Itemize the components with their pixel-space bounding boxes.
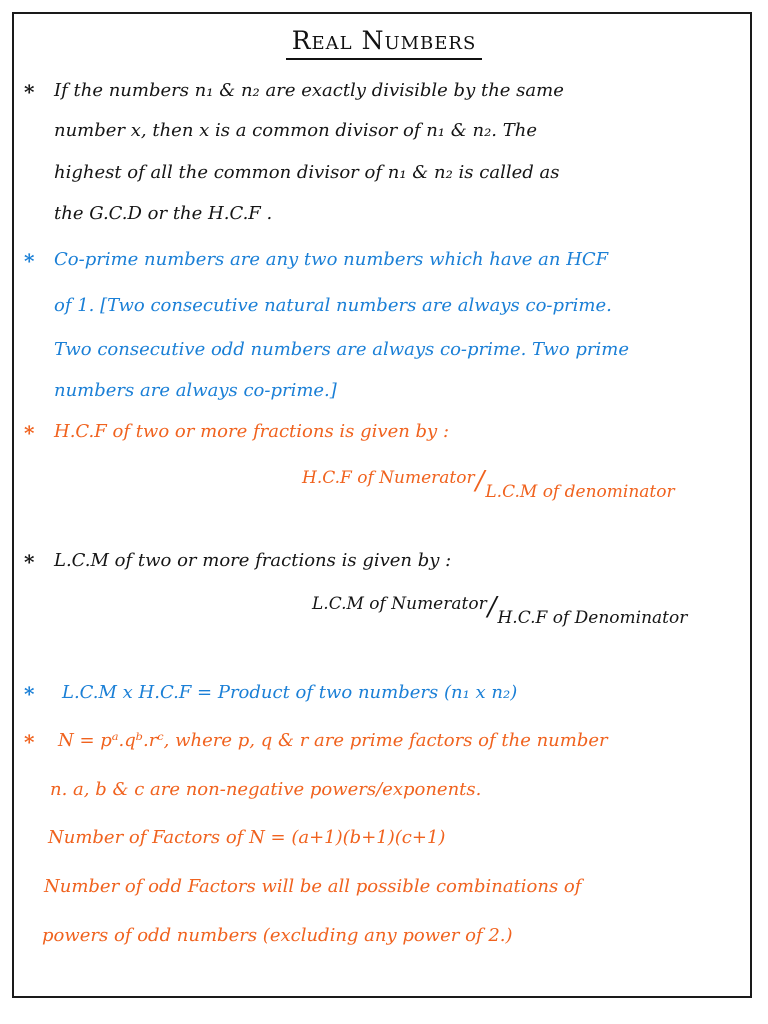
lcm-fractions-heading: L.C.M of two or more fractions is given by :	[54, 550, 452, 571]
hcf-fraction-formula: H.C.F of Numerator/L.C.M of denominator	[302, 466, 675, 502]
coprime-line-2: of 1. [Two consecutive natural numbers are always co-prime.	[54, 295, 612, 316]
bullet-hcf-fractions: *	[24, 421, 35, 445]
factors-line-5: powers of odd numbers (excluding any power of 2.)	[42, 925, 513, 946]
hcf-formula-numerator: H.C.F of Numerator	[302, 468, 475, 488]
gcd-line-1: If the numbers n₁ & n₂ are exactly divisible by the same	[54, 80, 564, 101]
page-border	[12, 12, 752, 998]
bullet-coprime: *	[24, 249, 35, 273]
bullet-factors: *	[24, 730, 35, 754]
coprime-line-1: Co-prime numbers are any two numbers which have an HCF	[54, 249, 609, 270]
lcm-fraction-formula: L.C.M of Numerator/H.C.F of Denominator	[312, 592, 688, 628]
hcf-formula-denominator: L.C.M of denominator	[485, 482, 675, 502]
bullet-product: *	[24, 682, 35, 706]
lcm-formula-denominator: H.C.F of Denominator	[497, 608, 688, 628]
factors-line-3: Number of Factors of N = (a+1)(b+1)(c+1)	[48, 827, 446, 848]
hcf-fractions-heading: H.C.F of two or more fractions is given by :	[54, 421, 450, 442]
gcd-line-4: the G.C.D or the H.C.F .	[54, 203, 273, 224]
factors-line-4: Number of odd Factors will be all possible combinations of	[44, 876, 582, 897]
factors-line-1: N = pᵃ.qᵇ.rᶜ, where p, q & r are prime factors of the number	[58, 730, 608, 751]
factors-line-2: n. a, b & c are non-negative powers/exponents.	[50, 779, 482, 800]
gcd-line-3: highest of all the common divisor of n₁ & n₂ is called as	[54, 162, 560, 183]
coprime-line-4: numbers are always co-prime.]	[54, 380, 337, 401]
bullet-lcm-fractions: *	[24, 550, 35, 574]
lcm-formula-numerator: L.C.M of Numerator	[312, 594, 487, 614]
product-line: L.C.M x H.C.F = Product of two numbers (n₁ x n₂)	[62, 682, 518, 703]
coprime-line-3: Two consecutive odd numbers are always co-prime. Two prime	[54, 339, 629, 360]
bullet-gcd: *	[24, 80, 35, 104]
page-title: Real Numbers	[0, 26, 768, 55]
gcd-line-2: number x, then x is a common divisor of n₁ & n₂. The	[54, 120, 537, 141]
